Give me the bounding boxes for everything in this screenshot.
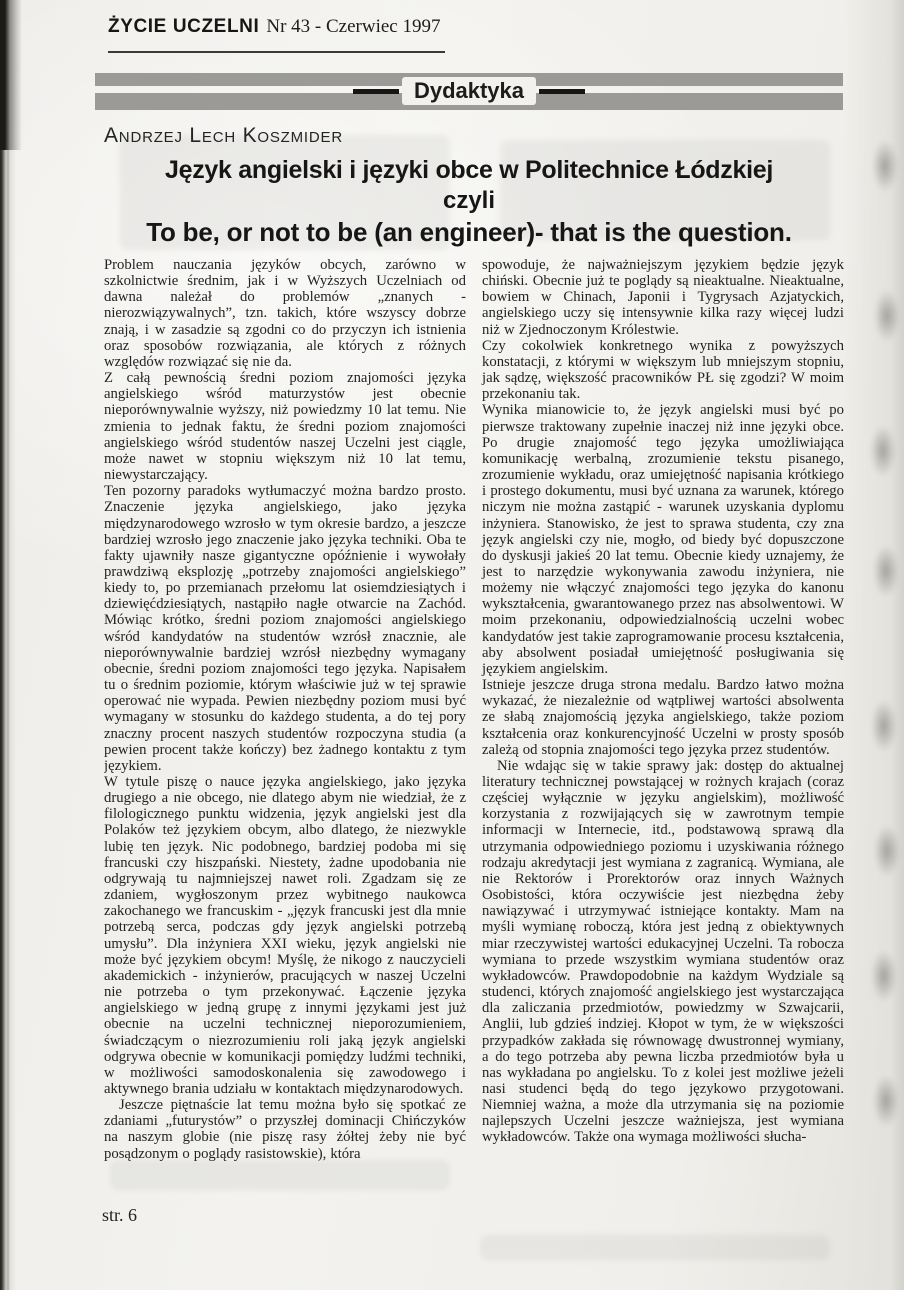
article-paragraph: Jeszcze piętnaście lat temu można było się spotkać ze zdaniami „futurystów” o przyszłej dominacji Chińczyków na naszym globie (nie piszę rasy żółtej żeby nie być posądzonym o poglądy rasistowskie), która [104,1097,466,1162]
scan-left-edge-dark-corner [0,0,22,150]
page-curl-shadow [871,950,897,1002]
page-header [108,16,440,38]
article-title-line1: Język angielski i języki obce w Politechnice Łódzkiej [165,156,773,184]
header-rule [108,51,445,53]
article-paragraph: Nie wdając się w takie sprawy jak: dostęp do aktualnej literatury technicznej powstającej w rożnych krajach (coraz częściej wyłącznie w języku angielskim), możliwość korzystania z rozwijających się w zawrotnym tempie informacji w Internecie, itd., podstawową sprawą dla utrzymania odpowiedniego poziomu i uzyskiwania różnego rodzaju akredytacji jest wymiana z zagranicą. Wymiana, ale nie Rektorów i Prorektorów oraz innych Ważnych Osobistości, która oczywiście jest niezbędna żeby nawiązywać i utrzymywać istniejące kontakty. Mam na myśli wymianę roboczą, która jest jedną z obiektywnych miar rzeczywistej wartości edukacyjnej Uczelni. Ta robocza wymiana to przede wszystkim wymiana studentów oraz wykładowców. Prawdopodobnie na każdym Wydziale są studenci, których znajomość angielskiego jest wystarczająca dla zaliczania przedmiotów, powiedzmy w Szwajcarii, Anglii, lub gdzieś indziej. Kłopot w tym, że w większości przypadków zakłada się równowagę dwustronnej wymiany, a do tego potrzeba aby pewna liczba przedmiotów była u nas wykładana po angielsku. To z kolei jest możliwe jeżeli nasi studenci będą do tego językowo przygotowani. Niemniej ważna, a może dla utrzymania się na poziomie najlepszych Uczelni jeszcze ważniejsza, jest wymiana wykładowców. Także ona wymaga możliwości słucha- [482,757,844,1146]
page-curl-shadow [872,140,898,192]
article-paragraph: Czy cokolwiek konkretnego wynika z powyższych konstatacji, z którymi w większym lub mniejszym stopniu, jak sądzę, większość pracowników PŁ się zgodzi? W moim przekonaniu tak. [482,337,844,403]
banner-rule-right [539,89,585,94]
page-curl-shadow [870,425,896,477]
magazine-masthead: ŻYCIE UCZELNI [108,16,260,37]
article-paragraph: Ten pozorny paradoks wytłumaczyć można bardzo prosto. Znaczenie języka angielskiego, jako języka międzynarodowego wzrosło w tym okresie bardzo, a jeszcze bardziej wzrosło jego znaczenie jako języka techniki. Oba te fakty ujawniły nasze gigantyczne opóźnienie i wywołały prawdziwą eksplozję „potrzeby znajomości angielskiego” kiedy to, po przemianach przełomu lat osiemdziesiątych i dziewięćdziesiątych, nastąpiło nagłe otwarcie na Zachód. Mówiąc krótko, średni poziom znajomości angielskiego wśród kandydatów na studentów wzrósł znacznie, ale nieporównywalnie bardziej wzrósł niezbędny wymagany obecnie, średni poziom znajomości tego języka. Napisałem tu o średnim poziomie, którym właściwie już w tej sprawie operować nie wypada. Pewien niezbędny poziom musi być wymagany w stosunku do każdego studenta, a do tej pory znaczny procent naszych studentów rozpoczyna studia (a pewien procent także kończy) bez żadnego kontaktu z tym językiem. [104,483,466,774]
article-paragraph: Z całą pewnością średni poziom znajomości języka angielskiego wśród maturzystów jest obecnie nieporównywalnie wyższy, niż powiedzmy 10 lat temu. Nie zmienia to jednak faktu, że średni poziom znajomości angielskiego wśród studentów naszej Uczelni jest ciągle, może nawet w stopniu większym niż 10 lat temu, niewystarczający. [104,370,466,484]
article-title [95,155,843,248]
banner-rule-left [353,89,399,94]
article-author: Andrzej Lech Koszmider [104,124,343,147]
page-curl-shadow [873,545,899,597]
scan-left-edge-artifact [0,0,16,1290]
issue-number: Nr 43 - Czerwiec 1997 [266,16,441,37]
article-paragraph: W tytule piszę o nauce języka angielskiego, jako języka drugiego a nie obcego, nie dlatego abym nie wiedział, że z filologicznego punktu widzenia, język angielski jest dla Polaków też językiem obcym, albo dlatego, że niezwykle lubię ten język. Nic podobnego, bardziej podoba mi się francuski czy hiszpański. Niestety, żadne upodobania nie odgrywają tu najmniejszej nawet roli. Zgadzam się ze zdaniem, wygłoszonym przez wybitnego naukowca zakochanego we francuskim - „język francuski jest dla mnie potrzebą serca, podczas gdy język angielski potrzebą umysłu”. Dla inżyniera XXI wieku, język angielski nie może być językiem obcym! Myślę, że nikogo z nauczycieli akademickich - inżynierów, pracujących w naszej Uczelni nie potrzeba o tym przekonywać. Łączenie języka angielskiego w jedną grupę z innymi językami jest już obecnie na uczelni technicznej nieporozumieniem, świadczącym o niezrozumieniu roli jaką język angielski odgrywa obecnie w komunikacji pomiędzy ludźmi techniki, w możliwości samodoskonalenia się zawodowego i aktywnego brania udziału w kontaktach międzynarodowych. [104,774,466,1097]
article-paragraph: Problem nauczania języków obcych, zarówno w szkolnictwie średnim, jak i w Wyższych Uczelniach od dawna należał do problemów „znanych - nierozwiązywalnych”, tzn. takich, które wszyscy dobrze znają, i w zasadzie są zgodni co do przyczyn ich istnienia oraz sposobów rozwiązania, ale których z różnych względów rozwiązać się nie da. [104,257,466,370]
bleedthrough-artifact [480,1235,830,1260]
page-curl-shadow [874,290,900,342]
article-column-left [104,257,466,1205]
article-title-line2: czyli [442,187,496,214]
page-number: str. 6 [102,1205,138,1225]
banner-label-wrap [95,77,843,105]
article-title-line3: To be, or not to be (an engineer)- that is the question. [146,217,792,247]
page-curl-shadow [874,825,900,877]
page-curl-shadow [873,1075,899,1127]
article-body [104,257,844,1205]
article-paragraph: spowoduje, że najważniejszym językiem będzie język chiński. Obecnie już te poglądy są nieaktualne. Nieaktualne, bowiem w Chinach, Japonii i Tygrysach Azjatyckich, angielskiego uczy się intensywnie kilka razy więcej ludzi niż w Zjednoczonym Królestwie. [482,257,844,338]
article-paragraph: Wynika mianowicie to, że język angielski musi być po pierwsze traktowany zupełnie inaczej niż inne języki obce. Po drugie znajomość tego języka umożliwiająca komunikację werbalną, zrozumienie tekstu pisanego, zrozumienie wykładu, oraz umiejętność napisania krótkiego i prostego dokumentu, musi być uznana za warunek, którego niczym nie można zastąpić - warunek uzyskania dyplomu inżyniera. Stanowisko, że jest to sprawa studenta, czy zna język angielski czy nie, mogło, od biedy być dopuszczone do dyskusji jakieś 20 lat temu. Obecnie kiedy uznajemy, że jest to narzędzie wykonywania zawodu inżyniera, nie możemy nie włączyć znajomości tego języka do kanonu wykształcenia, gwarantowanego przez nas absolwentowi. W moim przekonaniu, odpowiedzialnością uczelni wobec kandydatów jest takie zaprogramowanie procesu kształcenia, aby absolwent posiadał umiejętność posługiwania się językiem angielskim. [482,402,844,677]
section-banner [95,73,843,110]
page-curl-shadow [871,700,897,752]
article-paragraph: Istnieje jeszcze druga strona medalu. Bardzo łatwo można wykazać, że niezależnie od wątpliwej wartości absolwenta ze słabą znajomością języka angielskiego, także poziom kształcenia oraz konkurencyjność Uczelni w prosty sposób zależą od stopnia znajomości tego języka przez studentów. [482,677,844,758]
article-column-right [482,257,844,1205]
section-title: Dydaktyka [402,77,536,105]
